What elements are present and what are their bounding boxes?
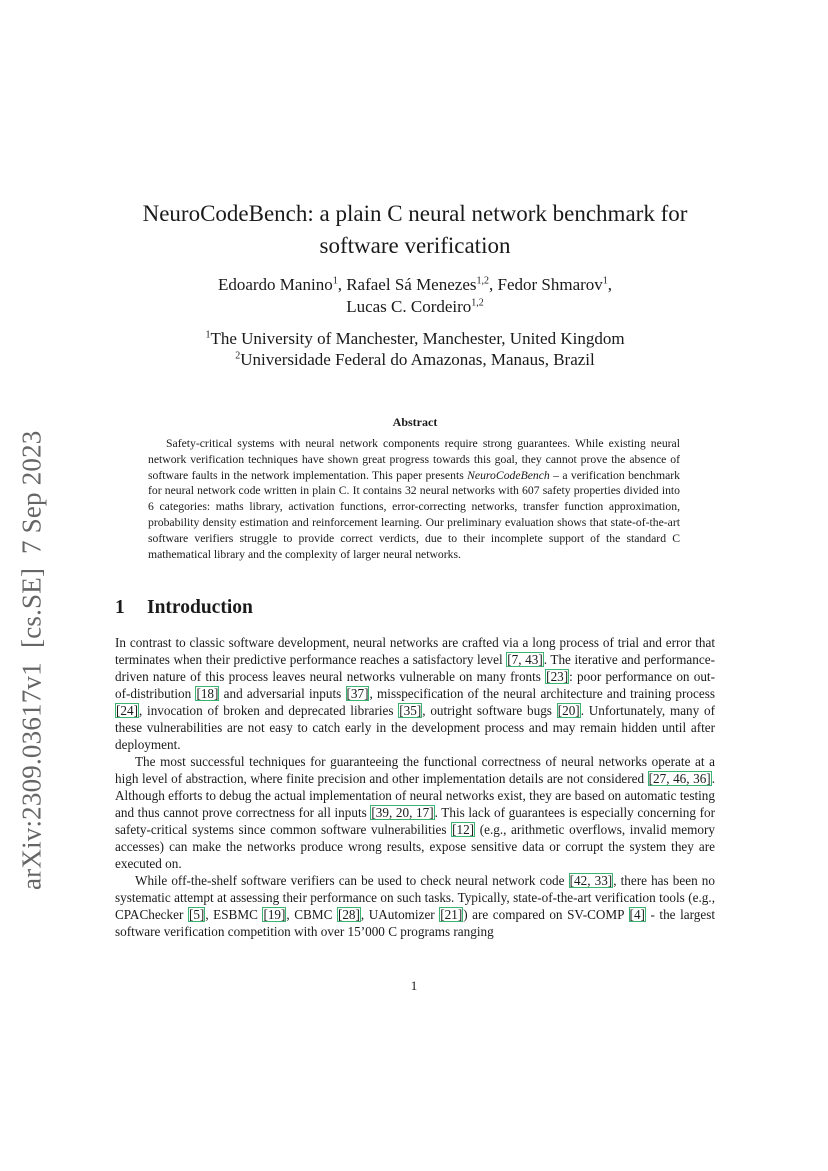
title-line-2: software verification bbox=[319, 233, 511, 258]
author-affiliation-mark: 1 bbox=[332, 275, 338, 287]
affiliation-list bbox=[100, 328, 730, 370]
author-name: Rafael Sá Menezes bbox=[346, 275, 477, 294]
paper-title bbox=[100, 198, 730, 262]
citation-link[interactable]: [19] bbox=[263, 907, 286, 922]
author-affiliation-mark: 1 bbox=[602, 275, 608, 287]
author-affiliation-mark: 1,2 bbox=[476, 275, 489, 287]
section-number: 1 bbox=[115, 597, 125, 618]
author-list: Edoardo Manino$^1$, Rafael Sá Menezes$^{1,2}$, Fedor Shmarov$^1$, Lucas C. Cordeiro$^{1,2}$ bbox=[217, 275, 613, 316]
author-name: Edoardo Manino bbox=[217, 275, 333, 294]
citation-link[interactable]: [21] bbox=[440, 907, 463, 922]
author-name: Lucas C. Cordeiro bbox=[346, 297, 472, 316]
citation-link[interactable]: [24] bbox=[116, 703, 138, 718]
page-number: 1 bbox=[410, 978, 418, 993]
citation-link[interactable]: [7, 43] bbox=[507, 652, 543, 667]
section-body bbox=[115, 634, 715, 940]
citation-link[interactable]: [18] bbox=[196, 686, 219, 701]
citation-link[interactable]: [20] bbox=[557, 703, 580, 718]
citation-link[interactable]: [28] bbox=[337, 907, 360, 922]
section-title: Introduction bbox=[147, 597, 253, 618]
title-line-1: NeuroCodeBench: a plain C neural network benchmark for bbox=[142, 201, 688, 226]
citation-link[interactable]: [37] bbox=[346, 686, 369, 701]
citation-link[interactable]: [4] bbox=[629, 907, 645, 922]
paragraph: While off-the-shelf software verifiers can be used to check neural network code [42, 33], there has been no systematic attempt at assessing their performance on such tasks. Typically, state-of-the-art verification tools (e.g., CPAChecker [5], ESBMC [19], CBMC [28], UAutomizer [21]) are compared on SV-COMP [4] - the largest software verification competition with over 15’000 C programs ranging bbox=[115, 873, 715, 939]
affiliation: $^1$The University of Manchester, Manchester, United Kingdom bbox=[205, 329, 625, 348]
citation-link[interactable]: [42, 33] bbox=[569, 873, 613, 888]
citation-link[interactable]: [35] bbox=[399, 703, 422, 718]
author-affiliation-mark: 1,2 bbox=[471, 297, 484, 309]
author-name: Fedor Shmarov bbox=[497, 275, 603, 294]
abstract-heading: Abstract bbox=[392, 415, 438, 429]
arxiv-id: arXiv:2309.03617v1 bbox=[16, 662, 47, 890]
arxiv-stamp bbox=[12, 370, 52, 890]
section-heading bbox=[115, 597, 253, 619]
benchmark-name: NeuroCodeBench bbox=[467, 468, 550, 482]
affiliation: $^2$Universidade Federal do Amazonas, Manaus, Brazil bbox=[235, 350, 595, 369]
citation-link[interactable]: [5] bbox=[188, 907, 205, 922]
paragraph: In contrast to classic software development, neural networks are crafted via a long process of trial and error that terminates when their predictive performance reaches a satisfactory level [7, 43]. The iterative and performance-driven nature of this process leaves neural networks vulnerable on many fronts [23]: poor performance on out-of-distribution [18] and adversarial inputs [37], misspecification of the neural architecture and training process [24], invocation of broken and deprecated libraries [35], outright software bugs [20]. Unfortunately, many of these vulnerabilities are not easy to catch early in the development process and may remain hidden until after deployment. bbox=[115, 635, 716, 752]
citation-link[interactable]: [27, 46, 36] bbox=[648, 771, 711, 786]
citation-link[interactable]: [39, 20, 17] bbox=[371, 805, 434, 820]
arxiv-category: [cs.SE] bbox=[16, 568, 47, 649]
arxiv-date: 7 Sep 2023 bbox=[16, 430, 47, 555]
paragraph: The most successful techniques for guaranteeing the functional correctness of neural networks operate at a high level of abstraction, where finite precision and other implementation details are not considered [27, 46, 36]. Although efforts to debug the actual implementation of neural networks exist, they are based on automatic testing and thus cannot prove correctness for all inputs [39, 20, 17]. This lack of guarantees is especially concerning for safety-critical systems since common software vulnerabilities [12] (e.g., arithmetic overflows, invalid memory accesses) can make the networks produce wrong results, expose sensitive data or corrupt the system they are executed on. bbox=[115, 754, 715, 871]
abstract-text: Safety-critical systems with neural network components require strong guarantees. While existing neural network verification techniques have shown great progress towards this goal, they cannot prove the absence of software faults in the network implementation. This paper presents NeuroCodeBench – a verification benchmark for neural network code written in plain C. It contains 32 neural networks with 607 safety properties divided into 6 categories: maths library, activation functions, error-correcting networks, transfer function approximation, probability density estimation and reinforcement learning. Our preliminary evaluation shows that state-of-the-art software verifiers struggle to provide correct verdicts, due to their incomplete support of the standard C mathematical library and the complexity of larger neural networks. bbox=[148, 437, 680, 561]
citation-link[interactable]: [23] bbox=[546, 669, 569, 684]
citation-link[interactable]: [12] bbox=[452, 822, 475, 837]
